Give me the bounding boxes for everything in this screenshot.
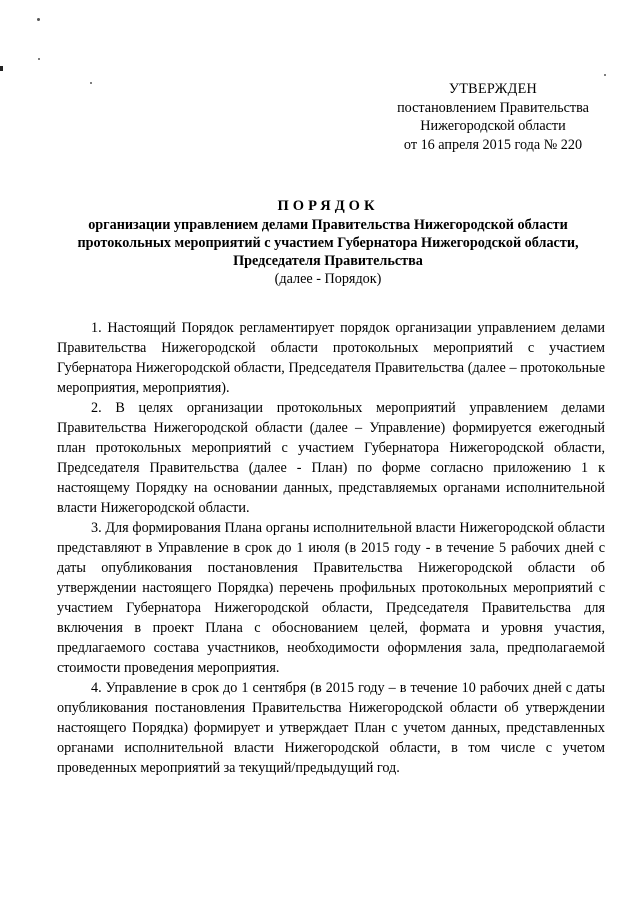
approval-stamp-block [378, 80, 608, 154]
approval-date: от 16 апреля 2015 года № 220 [403, 136, 583, 153]
body-paragraph: 3. Для формирования Плана органы исполнительной власти Нижегородской области представляют в Управление в срок до 1 июля (в 2015 году - в течение 5 рабочих дней с даты опубликования постановления Правительства Нижегородской области об утверждении настоящего Порядка) перечень профильных протокольных мероприятий с участием Губернатора Нижегородской области, Председателя Правительства для включения в проект Плана с обоснованием целей, формата и уровня участия, предлагаемого состава участников, необходимости оформления зала, предполагаемой стоимости проведения мероприятия. [57, 520, 605, 676]
document-body [57, 318, 605, 778]
document-subtitle-line: организации управлением делами Правительства Нижегородской области [88, 217, 568, 233]
scan-speck [90, 82, 92, 84]
body-paragraph: 2. В целях организации протокольных мероприятий управлением делами Правительства Нижегородской области (далее – Управление) формируется ежегодный план протокольных мероприятий с участием Губернатора Нижегородской области, Председателя Правительства (далее - План) по форме согласно приложению 1 к настоящему Порядку на основании данных, представляемых органами исполнительной власти Нижегородской области. [57, 400, 605, 516]
body-paragraph: 1. Настоящий Порядок регламентирует порядок организации управлением делами Правительства Нижегородской области протокольных мероприятий с участием Губернатора Нижегородской области, Председателя Правительства (далее – протокольные мероприятия, мероприятия). [57, 320, 605, 396]
approval-line: Нижегородской области [420, 118, 566, 134]
document-subtitle-line: протокольных мероприятий с участием Губернатора Нижегородской области, [77, 235, 579, 251]
document-title: ПОРЯДОК [277, 198, 379, 214]
scan-speck [37, 18, 40, 21]
approval-line: постановлением Правительства [397, 99, 589, 116]
document-subtitle-line: Председателя Правительства [233, 253, 423, 269]
document-heading [40, 196, 616, 288]
scan-speck [604, 74, 606, 76]
document-abbreviation-note: (далее - Порядок) [274, 271, 382, 287]
body-paragraph: 4. Управление в срок до 1 сентября (в 2015 году – в течение 10 рабочих дней с даты опубликования постановления Правительства Нижегородской области об утверждении настоящего Порядка) формирует и утверждает План с учетом данных, представленных органами исполнительной власти Нижегородской области, в том числе с учетом проведенных мероприятий за текущий/предыдущий год. [57, 680, 605, 776]
scan-edge-mark [0, 66, 3, 71]
scan-speck [38, 58, 40, 60]
approval-title: УТВЕРЖДЕН [448, 81, 538, 97]
